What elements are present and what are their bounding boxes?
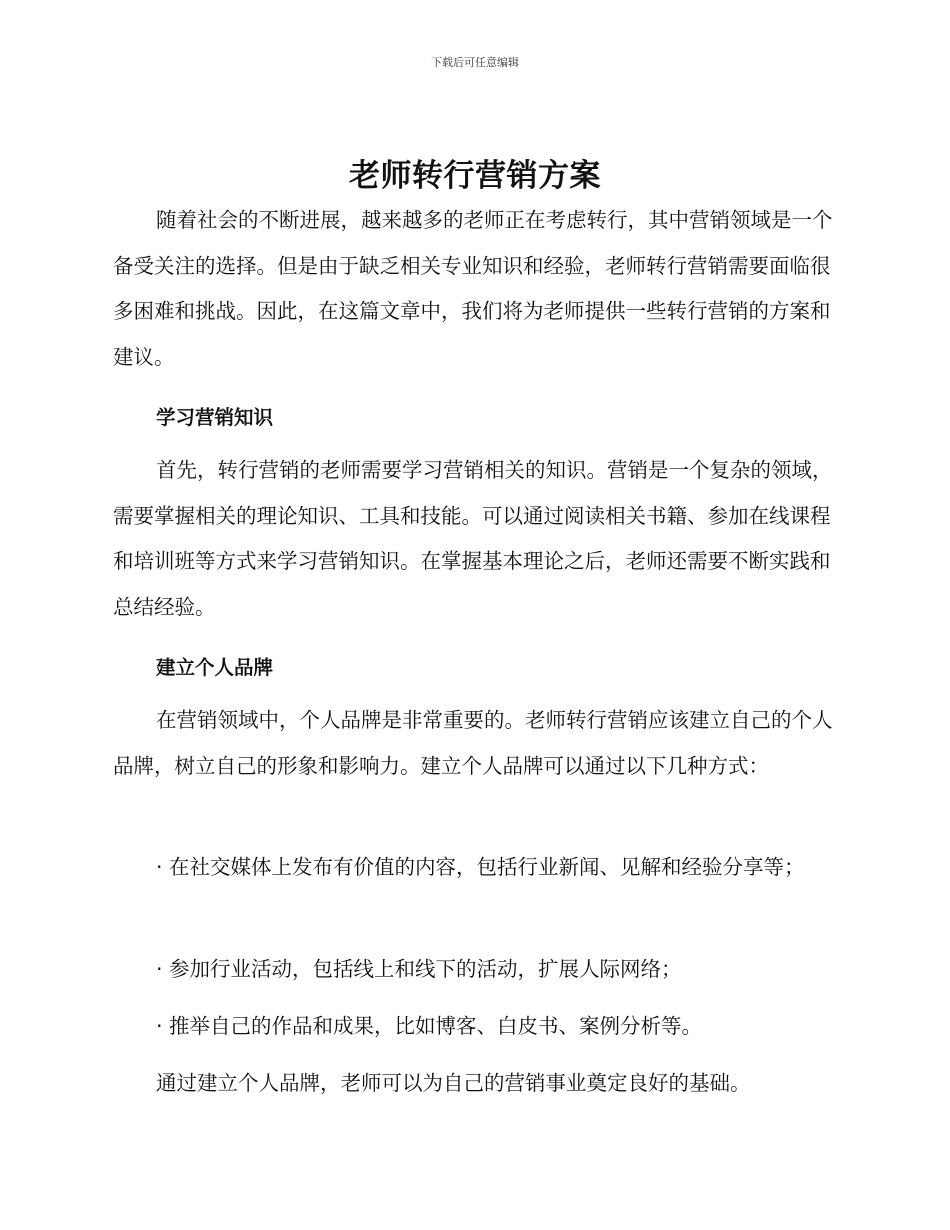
intro-paragraph: 随着社会的不断进展，越来越多的老师正在考虑转行，其中营销领域是一个备受关注的选择。但是由于缺乏相关专业知识和经验，老师转行营销需要面临很多困难和挑战。因此，在这篇文章中，我们将为老师提供一些转行营销的方案和建议。 [113,208,833,369]
bullet-item-3: · 推举自己的作品和成果，比如博客、白皮书、案例分析等。 [156,1014,703,1038]
learn-paragraph: 首先，转行营销的老师需要学习营销相关的知识。营销是一个复杂的领域，需要掌握相关的理论知识、工具和技能。可以通过阅读相关书籍、参加在线课程和培训班等方式来学习营销知识。在掌握基本理论之后，老师还需要不断实践和总结经验。 [113,458,833,619]
bullet-item-2: · 参加行业活动，包括线上和线下的活动，扩展人际网络； [156,957,682,981]
document-title: 老师转行营销方案 [349,158,601,194]
section-heading-brand: 建立个人品牌 [156,656,274,679]
section-heading-learn: 学习营销知识 [156,406,274,429]
brand-paragraph: 在营销领域中，个人品牌是非常重要的。老师转行营销应该建立自己的个人品牌，树立自己的形象和影响力。建立个人品牌可以通过以下几种方式： [113,708,833,778]
bullet-item-1: · 在社交媒体上发布有价值的内容，包括行业新闻、见解和经验分享等； [156,855,805,879]
page-header-note: 下载后可任意编辑 [431,56,519,69]
conclusion-paragraph: 通过建立个人品牌，老师可以为自己的营销事业奠定良好的基础。 [156,1071,751,1095]
